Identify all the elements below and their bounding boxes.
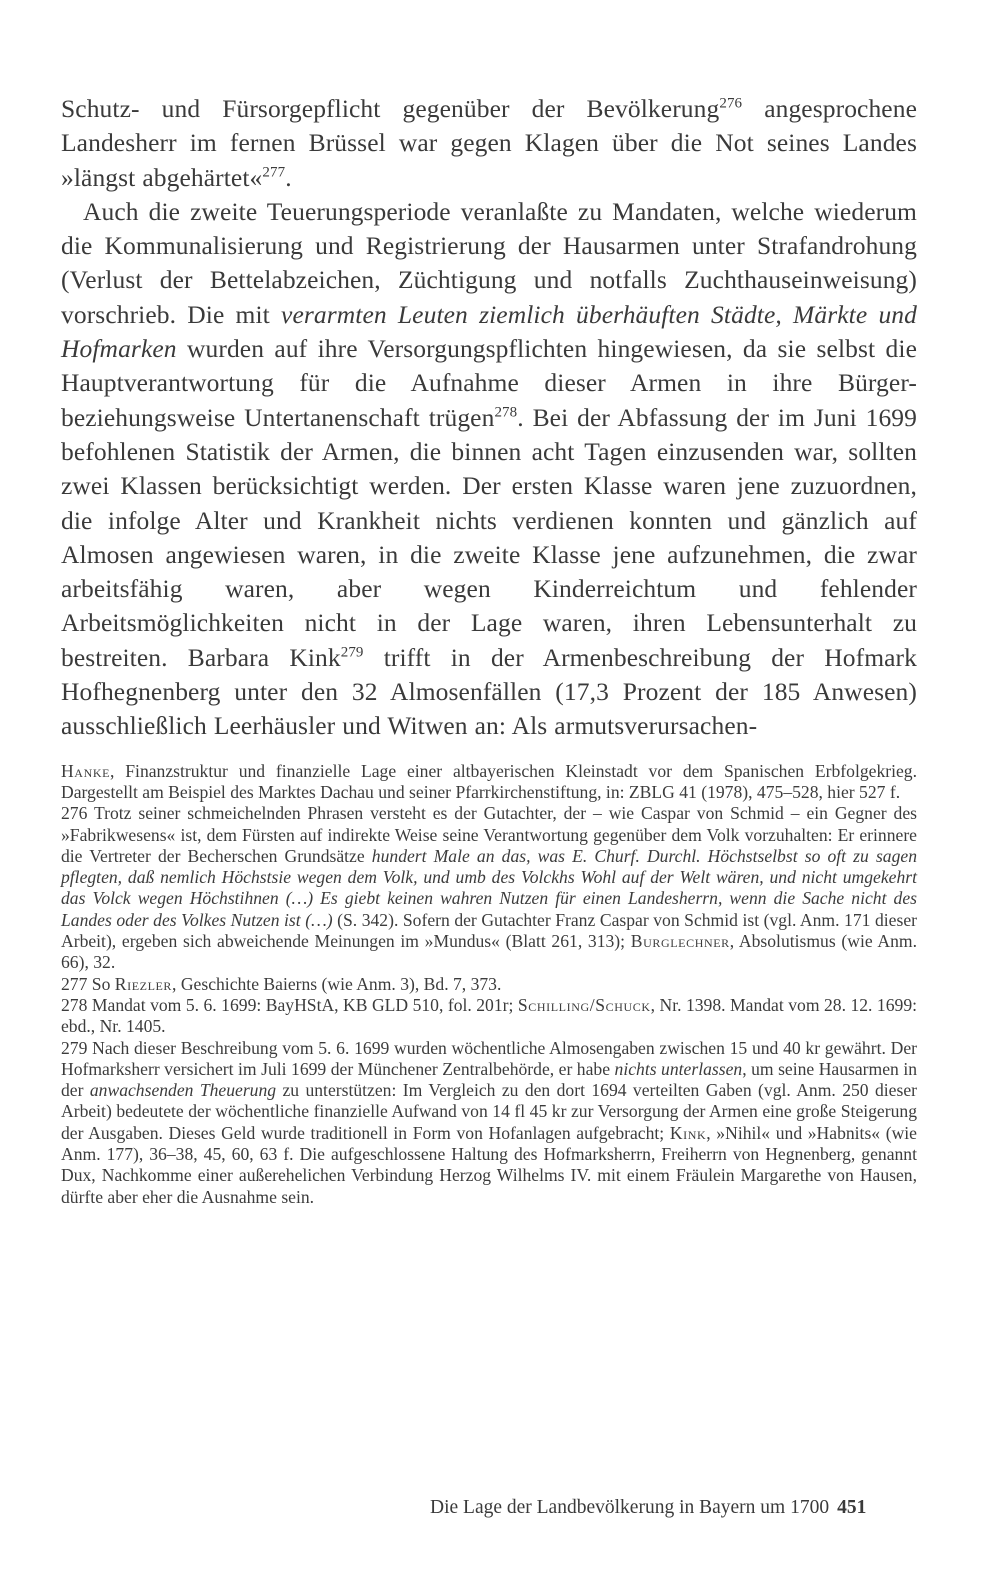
text-run: angesprochene Landesherr im fernen Brüssel war gegen Klagen über die Not seines Landes »längst abgehärtet«	[61, 94, 917, 192]
text-run: zu unterstützen: Im Vergleich zu den dort 1694 verteilten Gaben (vgl. Anm. 250 dieser Arbeit) bedeutete der wöchentliche finanzielle Aufwand von 14 fl 45 kr zur Versorgung der Armen eine große Steigerung der Ausgaben. Dieses Geld wurde traditionell in Form von Hofanlagen aufgebracht;	[61, 1080, 917, 1143]
quotation-italic: verarmten Leuten ziemlich überhäuften Städte, Märkte und Hofmarken	[61, 299, 917, 364]
footnote-number: 279	[61, 1037, 88, 1058]
footnote-279	[61, 1038, 917, 1208]
text-run: Trotz seiner schmeichelnden Phrasen versteht es der Gutachter, der – wie Caspar von Schmid – ein Gegner des »Fabrikwesens« ist, dem Fürsten auf indirekte Weise seine Verantwortung gegenüber dem Volk vorzuhalten: Er erinnere die Vertreter der Becherschen Grundsätze	[61, 803, 917, 866]
paragraph-2	[61, 195, 917, 744]
text-run: , Nr. 1398. Mandat vom 28. 12. 1699: ebd., Nr. 1405.	[61, 994, 917, 1037]
text-run: So	[87, 973, 115, 994]
text-run: Mandat vom 5. 6. 1699: BayHStA, KB GLD 510, fol. 201r;	[87, 994, 518, 1015]
quotation-italic: anwachsenden Theuerung	[89, 1080, 277, 1101]
text-run: Schutz- und Fürsorgepflicht gegenüber der Bevölkerung	[61, 94, 720, 123]
text-run: wurden auf ihre Versorgungspflichten hingewiesen, da sie selbst die Hauptverantwortung für die Aufnahme dieser Armen in ihre Bürger- beziehungsweise Untertanenschaft trügen	[61, 334, 917, 432]
text-run: , Geschichte Baierns (wie Anm. 3), Bd. 7, 373.	[172, 973, 502, 994]
footnote-277	[61, 974, 917, 995]
text-run: , Absolutismus (wie Anm. 66), 32.	[61, 931, 917, 973]
author-name: Kink	[669, 1122, 707, 1143]
running-title: Die Lage der Landbevölkerung in Bayern um 1700	[430, 1497, 830, 1518]
text-run: trifft in der Armenbeschreibung der Hofmark Hofhegnenberg unter den 32 Almosenfällen (17,3 Prozent der 185 Anwesen) ausschließlich Leerhäusler und Witwen an: Als armutsverursachen-	[61, 642, 917, 741]
text-run: .	[285, 162, 292, 192]
footnote-continued	[61, 761, 917, 804]
footnote-ref: 279	[340, 644, 364, 661]
text-run: , um seine Hausarmen in der	[61, 1058, 918, 1101]
text-run: , Finanzstruktur und finanzielle Lage einer altbayerischen Kleinstadt vor dem Spanischen Erbfolgekrieg. Dargestellt am Beispiel des Marktes Dachau und seiner Pfarrkirchenstiftung, in: ZBLG 41 (1978), 475–528, hier 527 f.	[61, 760, 917, 802]
footnote-ref: 278	[494, 404, 518, 421]
author-name: Schilling/Schuck	[517, 994, 651, 1015]
author-name: Hanke	[61, 760, 111, 781]
text-run: . Bei der Abfassung der im Juni 1699 befohlenen Statistik der Armen, die binnen acht Tagen einzusenden war, sollten zwei Klassen berücksichtigt werden. Der ersten Klasse waren jene zuzuordnen, die infolge Alter und Krankheit nichts verdienen konnten und gänzlich auf Almosen angewiesen waren, in die zweite Klasse jene aufzunehmen, die zwar arbeitsfähig waren, aber wegen Kinderreichtum und fehlender Arbeitsmöglichkeiten nicht in der Lage waren, ihren Lebensunterhalt zu bestreiten. Barbara Kink	[61, 402, 917, 672]
footnote-276	[61, 803, 917, 973]
page-number: 451	[837, 1497, 867, 1518]
quotation-italic: nichts unterlassen	[614, 1058, 743, 1079]
footnote-number: 277	[61, 973, 88, 994]
quotation-italic: hundert Male an das, was E. Churf. Durchl. Höchstselbst so oft zu sagen pflegten, daß nemlich Höchstsie wegen dem Volk, und umb des Volckhs Wohl auf der Welt wären, und nicht umgekehrt das Volck wegen Höchstihnen (…) Es giebt keinen wahren Nutzen für einen Landesherrn, wenn die Sache nicht des Landes oder des Volkes Nutzen ist (…)	[61, 845, 917, 930]
author-name: Riezler	[114, 973, 173, 994]
book-page	[61, 92, 917, 1208]
text-run: , »Nihil« und »Habnits« (wie Anm. 177), 36–38, 45, 60, 63 f. Die aufgeschlossene Haltung des Hofmarksherrn, Freiherrn von Hegnenberg, genannt Dux, Nachkomme einer außerehelichen Verbindung Herzog Wilhelms IV. mit einem Fräulein Margarethe von Hausen, dürfte aber eher die Ausnahme sein.	[61, 1122, 917, 1207]
text-run: (S. 342). Sofern der Gutachter Franz Caspar von Schmid ist (vgl. Anm. 171 dieser Arbeit), ergeben sich abweichende Meinungen im »Mundus« (Blatt 261, 313);	[61, 909, 917, 952]
author-name: Burglechner	[630, 931, 730, 952]
footnote-number: 278	[61, 994, 88, 1015]
page-footer	[430, 1497, 920, 1519]
footnote-278	[61, 995, 917, 1038]
footnote-ref: 277	[262, 164, 286, 181]
text-run: Auch die zweite Teuerungsperiode veranlaßte zu Mandaten, welche wiederum die Kommunalisierung und Registrierung der Hausarmen unter Strafandrohung (Verlust der Bettelabzeichen, Züchtigung und notfalls Zuchthauseinweisung) vorschrieb. Die mit	[61, 196, 917, 329]
footnotes	[61, 761, 917, 1208]
footnote-ref: 276	[719, 95, 743, 112]
footnote-number: 276	[61, 803, 88, 824]
paragraph-1	[61, 92, 917, 195]
text-run: Nach dieser Beschreibung vom 5. 6. 1699 wurden wöchentliche Almosengaben zwischen 15 und 40 kr gewährt. Der Hofmarksherr versichert im Juli 1699 der Münchener Zentralbehörde, er habe	[61, 1037, 917, 1079]
main-text	[61, 92, 917, 744]
